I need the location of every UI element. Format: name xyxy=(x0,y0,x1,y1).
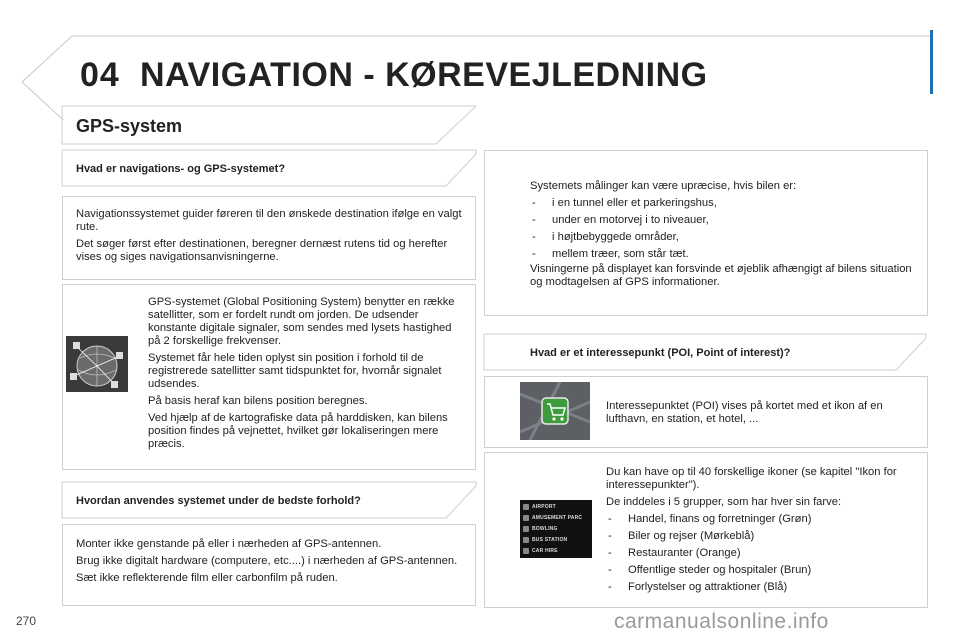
poi-list-item: AMUSEMENT PARC xyxy=(532,515,583,521)
intro-paragraph: Navigationssystemet guider føreren til den ønskede destination ifølge en valgt rute. xyxy=(76,208,462,233)
poi-text: Interessepunktet (POI) vises på kortet med et ikon af en lufthavn, en station, et hotel, ... xyxy=(606,400,883,425)
icons-paragraph: Du kan have op til 40 forskellige ikoner (se kapitel "Ikon for interessepunkter"). xyxy=(606,466,897,491)
measurement-item: - i højtbebyggede områder, xyxy=(530,231,922,244)
poi-list-item: BUS STATION xyxy=(532,537,568,543)
icons-paragraph: De inddeles i 5 grupper, som har hver sin farve: xyxy=(606,496,842,508)
chapter-number: 04 xyxy=(80,56,120,94)
poi-list-item: AIRPORT xyxy=(532,504,556,510)
shopping-cart-icon xyxy=(520,382,590,440)
page-title: NAVIGATION - KØREVEJLEDNING xyxy=(140,56,708,94)
tips-text xyxy=(76,538,466,589)
tip-paragraph: Monter ikke genstande på eller i nærheden af GPS-antennen. xyxy=(76,538,382,550)
measurement-note: Visningerne på displayet kan forsvinde et øjeblik afhængigt af bilens situation og modtagelsen af GPS informationer. xyxy=(530,263,912,288)
globe-icon xyxy=(66,336,128,392)
bowling-icon xyxy=(523,526,529,532)
group-item: - Handel, finans og forretninger (Grøn) xyxy=(606,513,918,526)
measurement-item: - under en motorvej i to niveauer, xyxy=(530,214,922,227)
question-best-conditions: Hvordan anvendes systemet under de bedste forhold? xyxy=(76,495,361,507)
icons-text xyxy=(606,466,918,598)
measurement-list xyxy=(530,197,922,261)
bus-icon xyxy=(523,537,529,543)
group-item: - Forlystelser og attraktioner (Blå) xyxy=(606,581,918,594)
gps-text xyxy=(148,296,466,455)
tip-paragraph: Brug ikke digitalt hardware (computere, etc....) i nærheden af GPS-antennen. xyxy=(76,555,458,567)
measurement-item: - mellem træer, som står tæt. xyxy=(530,248,922,261)
poi-list-image xyxy=(520,500,592,558)
gps-paragraph: Systemet får hele tiden oplyst sin position i forhold til de registrerede satellitter samt tidspunktet for, hvornår signalet udsendes. xyxy=(148,352,442,390)
group-item: - Offentlige steder og hospitaler (Brun) xyxy=(606,564,918,577)
section-title-frame xyxy=(0,100,480,150)
poi-list-item: CAR HIRE xyxy=(532,548,558,554)
intro-text xyxy=(76,208,466,268)
group-item: - Restauranter (Orange) xyxy=(606,547,918,560)
page-number: 270 xyxy=(16,614,37,628)
satellite-globe-image xyxy=(66,336,128,392)
intro-paragraph: Det søger først efter destinationen, beregner dernæst rutens tid og herefter vises og siges navigationsanvisningerne. xyxy=(76,238,448,263)
watermark: carmanualsonline.info xyxy=(614,610,829,633)
question-what-is-poi: Hvad er et interessepunkt (POI, Point of interest)? xyxy=(530,347,791,359)
measurement-item: - i en tunnel eller et parkeringshus, xyxy=(530,197,922,210)
group-item: - Biler og rejser (Mørkeblå) xyxy=(606,530,918,543)
question-what-is-gps: Hvad er navigations- og GPS-systemet? xyxy=(76,163,286,175)
amusement-icon xyxy=(523,515,529,521)
poi-map-image xyxy=(520,382,590,440)
tip-paragraph: Sæt ikke reflekterende film eller carbonfilm på ruden. xyxy=(76,572,338,584)
measurement-text xyxy=(530,180,922,293)
airport-icon xyxy=(523,504,529,510)
poi-list-item: BOWLING xyxy=(532,526,558,532)
gps-paragraph: Ved hjælp af de kartografiske data på harddisken, kan bilens position findes på vejnettet, hvilket gør lokaliseringen mere præcis. xyxy=(148,412,448,450)
gps-paragraph: På basis heraf kan bilens position beregnes. xyxy=(148,395,368,407)
section-title: GPS-system xyxy=(76,116,183,136)
measurement-intro: Systemets målinger kan være upræcise, hvis bilen er: xyxy=(530,180,797,192)
car-hire-icon xyxy=(523,548,529,554)
group-list xyxy=(606,513,918,594)
gps-paragraph: GPS-systemet (Global Positioning System) benytter en række satellitter, som er fordelt rundt om jorden. De udsender konstante digitale signaler, som sendes med lysets hastighed på 2 forskellige frekvenser. xyxy=(148,296,455,347)
